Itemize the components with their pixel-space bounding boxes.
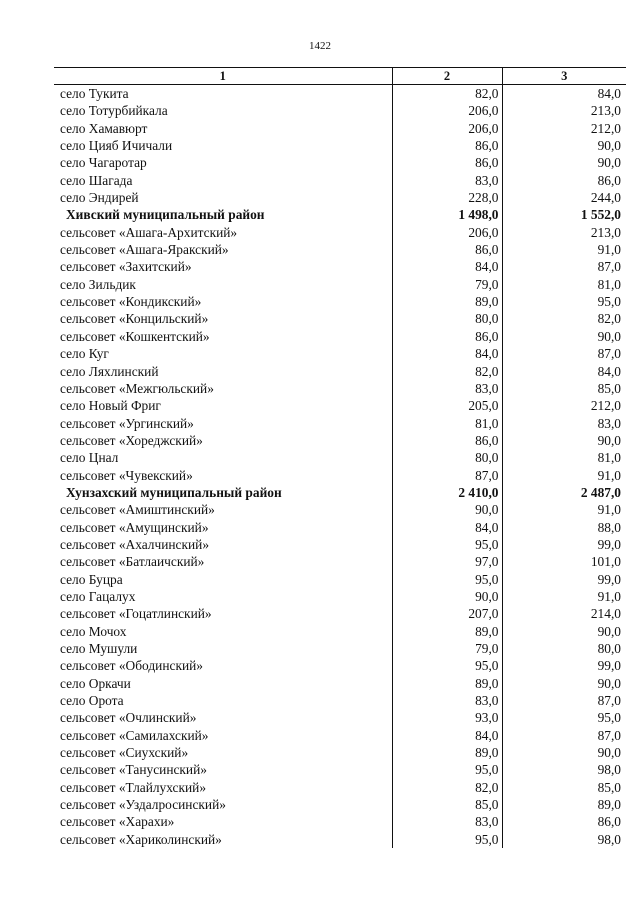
value-col2-cell: 81,0	[392, 415, 502, 432]
value-col2-cell: 86,0	[392, 154, 502, 171]
row-name-cell: сельсовет «Захитский»	[60, 259, 192, 275]
page-number: 1422	[309, 40, 331, 52]
value-col3-cell: 90,0	[502, 432, 626, 449]
table-row	[54, 813, 626, 830]
row-name-cell: село Зильдик	[60, 276, 136, 292]
value-col2-cell: 206,0	[392, 102, 502, 119]
row-name-cell: село Эндирей	[60, 190, 139, 206]
value-col3-cell: 86,0	[502, 172, 626, 189]
value-col2-cell: 89,0	[392, 293, 502, 310]
value-col3-cell: 81,0	[502, 276, 626, 293]
row-name-cell: сельсовет «Межгюльский»	[60, 380, 214, 396]
value-col2-cell: 89,0	[392, 623, 502, 640]
value-col3-cell: 87,0	[502, 258, 626, 275]
value-col2-cell: 84,0	[392, 258, 502, 275]
value-col3-cell: 87,0	[502, 727, 626, 744]
column-header-3: 3	[502, 68, 626, 85]
row-name-cell: село Буцра	[60, 571, 123, 587]
table-row	[54, 276, 626, 293]
value-col3-cell: 101,0	[502, 553, 626, 570]
row-name-cell: село Цнал	[60, 450, 119, 466]
value-col3-cell: 213,0	[502, 102, 626, 119]
row-name-cell: село Цияб Ичичали	[60, 138, 173, 154]
table-row	[54, 657, 626, 674]
value-col2-cell: 83,0	[392, 813, 502, 830]
table-row	[54, 397, 626, 414]
row-name-cell: село Орота	[60, 693, 124, 709]
value-col3-cell: 90,0	[502, 623, 626, 640]
row-name-cell: сельсовет «Чувекский»	[60, 467, 193, 483]
table-row	[54, 137, 626, 154]
value-col2-cell: 79,0	[392, 640, 502, 657]
row-name-cell: село Ляхлинский	[60, 363, 159, 379]
value-col3-cell: 95,0	[502, 709, 626, 726]
value-col3-cell: 99,0	[502, 536, 626, 553]
table-row	[54, 553, 626, 570]
value-col3-cell: 83,0	[502, 415, 626, 432]
value-col3-cell: 98,0	[502, 831, 626, 848]
row-name-cell: сельсовет «Танусинский»	[60, 762, 207, 778]
table-row	[54, 415, 626, 432]
value-col3-cell: 91,0	[502, 241, 626, 258]
value-col3-cell: 91,0	[502, 501, 626, 518]
row-name-cell: село Тотурбийкала	[60, 103, 168, 119]
value-col2-cell: 82,0	[392, 779, 502, 796]
row-name-cell: Хивский муниципальный район	[66, 207, 265, 223]
table-row	[54, 519, 626, 536]
row-name-cell: сельсовет «Ашага-Яракский»	[60, 242, 229, 258]
value-col2-cell: 86,0	[392, 328, 502, 345]
table-row	[54, 310, 626, 327]
value-col3-cell: 88,0	[502, 519, 626, 536]
value-col2-cell: 1 498,0	[392, 206, 502, 223]
value-col3-cell: 99,0	[502, 657, 626, 674]
table-row	[54, 85, 626, 103]
value-col2-cell: 86,0	[392, 432, 502, 449]
table-row	[54, 102, 626, 119]
value-col3-cell: 80,0	[502, 640, 626, 657]
data-table	[54, 67, 626, 848]
value-col2-cell: 206,0	[392, 224, 502, 241]
value-col2-cell: 84,0	[392, 727, 502, 744]
value-col3-cell: 212,0	[502, 397, 626, 414]
table-row	[54, 675, 626, 692]
table-row	[54, 588, 626, 605]
value-col3-cell: 212,0	[502, 120, 626, 137]
value-col2-cell: 95,0	[392, 536, 502, 553]
value-col2-cell: 228,0	[392, 189, 502, 206]
table-row	[54, 120, 626, 137]
value-col2-cell: 95,0	[392, 657, 502, 674]
row-name-cell: село Гацалух	[60, 588, 136, 604]
value-col2-cell: 82,0	[392, 363, 502, 380]
table-row	[54, 536, 626, 553]
value-col3-cell: 89,0	[502, 796, 626, 813]
value-col2-cell: 95,0	[392, 761, 502, 778]
value-col2-cell: 207,0	[392, 605, 502, 622]
row-name-cell: сельсовет «Очлинский»	[60, 710, 197, 726]
value-col2-cell: 83,0	[392, 380, 502, 397]
value-col2-cell: 93,0	[392, 709, 502, 726]
value-col2-cell: 83,0	[392, 692, 502, 709]
value-col2-cell: 85,0	[392, 796, 502, 813]
table-row	[54, 345, 626, 362]
value-col2-cell: 80,0	[392, 449, 502, 466]
row-name-cell: Хунзахский муниципальный район	[66, 484, 282, 500]
value-col3-cell: 99,0	[502, 571, 626, 588]
table-row	[54, 258, 626, 275]
row-name-cell: село Оркачи	[60, 675, 131, 691]
value-col3-cell: 91,0	[502, 467, 626, 484]
value-col2-cell: 90,0	[392, 501, 502, 518]
table-row	[54, 363, 626, 380]
value-col3-cell: 95,0	[502, 293, 626, 310]
table-row	[54, 154, 626, 171]
row-name-cell: сельсовет «Кондикский»	[60, 294, 202, 310]
row-name-cell: село Мушули	[60, 641, 138, 656]
value-col3-cell: 90,0	[502, 675, 626, 692]
table-row	[54, 501, 626, 518]
value-col2-cell: 95,0	[392, 571, 502, 588]
value-col3-cell: 214,0	[502, 605, 626, 622]
row-name-cell: сельсовет «Самилахский»	[60, 727, 209, 743]
row-name-cell: село Куг	[60, 346, 109, 362]
value-col2-cell: 86,0	[392, 137, 502, 154]
value-col3-cell: 86,0	[502, 813, 626, 830]
value-col2-cell: 90,0	[392, 588, 502, 605]
value-col3-cell: 87,0	[502, 692, 626, 709]
table-row	[54, 727, 626, 744]
table-row	[54, 172, 626, 189]
row-name-cell: село Тукита	[60, 86, 129, 101]
district-total-row	[54, 206, 626, 223]
row-name-cell: село Шагада	[60, 172, 133, 188]
value-col3-cell: 85,0	[502, 380, 626, 397]
value-col2-cell: 206,0	[392, 120, 502, 137]
table-row	[54, 328, 626, 345]
value-col2-cell: 95,0	[392, 831, 502, 848]
value-col3-cell: 91,0	[502, 588, 626, 605]
table-row	[54, 224, 626, 241]
row-name-cell: село Чагаротар	[60, 155, 147, 171]
table-row	[54, 380, 626, 397]
value-col3-cell: 244,0	[502, 189, 626, 206]
value-col2-cell: 89,0	[392, 744, 502, 761]
row-name-cell: село Мочох	[60, 623, 127, 639]
value-col2-cell: 82,0	[392, 85, 502, 103]
table-row	[54, 449, 626, 466]
row-name-cell: сельсовет «Ашага-Архитский»	[60, 224, 238, 240]
table-row	[54, 779, 626, 796]
value-col2-cell: 205,0	[392, 397, 502, 414]
table-row	[54, 605, 626, 622]
value-col2-cell: 89,0	[392, 675, 502, 692]
value-col2-cell: 83,0	[392, 172, 502, 189]
table-header	[54, 68, 626, 85]
value-col2-cell: 2 410,0	[392, 484, 502, 501]
value-col3-cell: 2 487,0	[502, 484, 626, 501]
value-col3-cell: 85,0	[502, 779, 626, 796]
table-row	[54, 796, 626, 813]
table-row	[54, 744, 626, 761]
value-col2-cell: 84,0	[392, 519, 502, 536]
row-name-cell: сельсовет «Харахи»	[60, 814, 175, 830]
row-name-cell: сельсовет «Гоцатлинский»	[60, 606, 212, 622]
row-name-cell: сельсовет «Амиштинский»	[60, 502, 215, 518]
value-col2-cell: 87,0	[392, 467, 502, 484]
row-name-cell: сельсовет «Уздалросинский»	[60, 797, 226, 813]
header-row	[54, 68, 626, 85]
value-col3-cell: 90,0	[502, 744, 626, 761]
district-total-row	[54, 484, 626, 501]
table-row	[54, 761, 626, 778]
table-row	[54, 571, 626, 588]
row-name-cell: сельсовет «Амущинский»	[60, 519, 209, 535]
table-row	[54, 692, 626, 709]
table-row	[54, 293, 626, 310]
table-row	[54, 241, 626, 258]
row-name-cell: село Новый Фриг	[60, 398, 161, 414]
row-name-cell: сельсовет «Хариколинский»	[60, 831, 222, 847]
column-header-2: 2	[392, 68, 502, 85]
value-col3-cell: 90,0	[502, 137, 626, 154]
value-col2-cell: 80,0	[392, 310, 502, 327]
value-col3-cell: 87,0	[502, 345, 626, 362]
row-name-cell: сельсовет «Концильский»	[60, 311, 209, 327]
row-name-cell: сельсовет «Тлайлухский»	[60, 779, 207, 795]
value-col3-cell: 1 552,0	[502, 206, 626, 223]
value-col3-cell: 90,0	[502, 328, 626, 345]
table-row	[54, 189, 626, 206]
row-name-cell: село Хамавюрт	[60, 120, 148, 136]
row-name-cell: сельсовет «Сиухский»	[60, 745, 189, 761]
column-header-1: 1	[54, 68, 392, 85]
table-row	[54, 709, 626, 726]
value-col2-cell: 84,0	[392, 345, 502, 362]
table-row	[54, 831, 626, 848]
row-name-cell: сельсовет «Батлаичский»	[60, 554, 205, 570]
table-row	[54, 467, 626, 484]
table-body	[54, 85, 626, 849]
table-row	[54, 623, 626, 640]
row-name-cell: сельсовет «Ахалчинский»	[60, 536, 210, 552]
value-col2-cell: 97,0	[392, 553, 502, 570]
row-name-cell: сельсовет «Ободинский»	[60, 658, 203, 674]
value-col3-cell: 81,0	[502, 449, 626, 466]
row-name-cell: сельсовет «Кошкентский»	[60, 328, 210, 344]
value-col2-cell: 79,0	[392, 276, 502, 293]
value-col3-cell: 98,0	[502, 761, 626, 778]
table-row	[54, 640, 626, 657]
value-col3-cell: 90,0	[502, 154, 626, 171]
value-col3-cell: 82,0	[502, 310, 626, 327]
row-name-cell: сельсовет «Ургинский»	[60, 415, 194, 431]
row-name-cell: сельсовет «Хореджский»	[60, 432, 203, 448]
value-col2-cell: 86,0	[392, 241, 502, 258]
value-col3-cell: 84,0	[502, 85, 626, 103]
table-row	[54, 432, 626, 449]
value-col3-cell: 84,0	[502, 363, 626, 380]
value-col3-cell: 213,0	[502, 224, 626, 241]
